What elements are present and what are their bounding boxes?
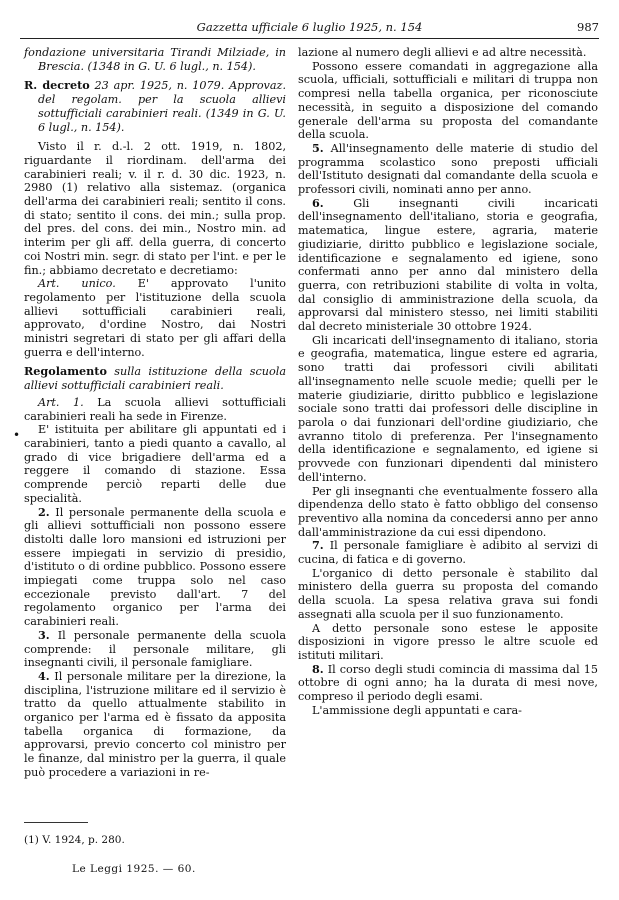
article-6-paragraph-3: Per gli insegnanti che eventualmente fossero alla dipendenza dello stato è fatto obbligo del consenso preventivo alla nomina da concedersi anno per anno dall'amministrazione da cui essi dipendono. — [298, 484, 598, 539]
article-1-paragraph-2: E' istituita per abilitare gli appuntati ed i carabinieri, tanto a piedi quanto a cavallo, al grado di vice brigadiere dell'arma ed a reggere il comando di stazione. Essa comprende perciò reparti delle due specialità. — [24, 423, 286, 505]
article-6-text: Gli insegnanti civili incaricati dell'insegnamento dell'italiano, storia e geografia, matematica, lingue estere, agraria, materie giudiziarie, diritto pubblico e legislazione sociale, identificazione e segnalamento ed igiene, sono confermati anno per anno dal ministero della guerra, con retribuzioni stabilite di volta in volta, dal consiglio di amministrazione della scuola, da approvarsi dal ministero stesso, nei limiti stabiliti dal decreto ministeriale 30 ottobre 1924. — [298, 196, 598, 334]
article-8-text: Il corso degli studi comincia di massima dal 15 ottobre di ogni anno; ha la durata di mesi nove, compreso il periodo degli esami. — [298, 662, 598, 704]
article-1 — [24, 396, 286, 423]
article-1-label: Art. 1. — [38, 395, 84, 409]
article-7-paragraph-2: L'organico di detto personale è stabilito dal ministero della guerra su proposta del comando della scuola. La spesa relativa grava sui fondi assegnati alla scuola per il suo funzionamento. — [298, 566, 598, 621]
page-header — [20, 20, 599, 39]
article-5-label: 5. — [312, 140, 324, 155]
article-8 — [298, 663, 598, 704]
decree-entry-regulation — [24, 79, 286, 134]
article-4-paragraph-2: Possono essere comandati in aggregazione alla scuola, ufficiali, sottufficiali e militari di truppa non compresi nella tabella organica, per riconosciute necessità, in seguito a disposizione del comando generale dell'arma su proposta del comandante della scuola. — [298, 59, 598, 142]
article-3-label: 3. — [38, 627, 50, 642]
decree-label: R. decreto — [24, 78, 90, 93]
article-6 — [298, 197, 598, 334]
article-4-label: 4. — [38, 668, 50, 683]
regulation-heading — [24, 365, 286, 392]
footnote: (1) V. 1924, p. 280. — [24, 834, 125, 846]
page-number: 987 — [577, 20, 599, 34]
page-footer: Le Leggi 1925. — 60. — [72, 863, 196, 875]
article-7-paragraph-3: A detto personale sono estese le apposite disposizioni in vigore presso le altre scuole ed istituti militari. — [298, 621, 598, 662]
article-4 — [24, 670, 286, 780]
article-5-text: All'insegnamento delle materie di studio del programma scolastico sono preposti ufficiali dell'Istituto designati dal comandante della scuola e professori civili, nominati anno per anno. — [298, 141, 598, 197]
footnote-divider — [24, 822, 88, 823]
article-7 — [298, 539, 598, 566]
article-4-continuation: lazione al numero degli allievi e ad altre necessità. — [298, 46, 587, 59]
article-2-text: Il personale permanente della scuola e gli allievi sottufficiali non possono essere distolti dalle loro mansioni ed istruzioni per essere impiegati in servizio di presidio, d'istituto o di ordine pubblico. Possono essere impiegati come truppa solo nel caso eccezionale previsto dall'art. 7 del regolamento organico per l'arma dei carabinieri reali. — [24, 505, 286, 629]
article-2 — [24, 506, 286, 629]
article-8-label: 8. — [312, 661, 324, 676]
article-7-label: 7. — [312, 538, 324, 553]
article-1-text: La scuola allievi sottufficiali carabinieri reali ha sede in Firenze. — [24, 395, 286, 423]
article-unique-text: E' approvato l'unito regolamento per l'istituzione della scuola allievi sottufficiali carabinieri reali, approvato, d'ordine Nostro, dai Nostri ministri segretari di stato per gli affari della guerra e dell'interno. — [24, 277, 286, 359]
regulation-heading-label: Regolamento — [24, 364, 107, 379]
margin-dot: • — [13, 428, 21, 442]
preamble-paragraph: Visto il r. d.-l. 2 ott. 1919, n. 1802, riguardante il riordinam. dell'arma dei carabinieri reali; v. il r. d. 30 dic. 1923, n. 2980 (1) relativo alla sistemaz. (organica dell'arma dei carabinieri reali; sentito il cons. di stato; sentito il cons. dei min.; sulla prop. del pres. del cons. dei min., Nostro min. ad interim per gli aff. della guerra, di concerto coi Nostri min. segr. di stato per l'int. e per le fin.; abbiamo decretato e decretiamo: — [24, 140, 286, 277]
article-unique-label: Art. unico. — [38, 277, 116, 291]
article-3 — [24, 629, 286, 670]
article-6-label: 6. — [312, 195, 324, 210]
article-4-text: Il personale militare per la direzione, la disciplina, l'istruzione militare ed il servizio è tratto da quello attualmente stabilito in organico per l'arma ed è fissato da apposita tabella organica di formazione, da approvarsi, previo concerto col ministro per le finanze, dal ministro per la guerra, il quale può procedere a variazioni in re- — [24, 669, 286, 779]
article-8-paragraph-2: L'ammissione degli appuntati e cara- — [312, 703, 522, 717]
article-3-text: Il personale permanente della scuola comprende: il personale militare, gli insegnanti civili, il personale famigliare. — [24, 628, 286, 670]
article-6-paragraph-2: Gli incaricati dell'insegnamento di italiano, storia e geografia, matematica, lingue estere ed agraria, sono tratti dai professori civili abilitati all'insegnamento nelle scuole medie; quelli per le materie giudiziarie, diritto pubblico e legislazione sociale sono tratti dai professori delle discipline in parola o dai funzionari dell'ordine giudiziario, che avranno titolo di preferenza. Per l'insegnamento della identificazione e segnalamento, ed igiene si provvede con funzionari dipendenti dal ministero dell'interno. — [298, 333, 598, 484]
decree-title: 23 apr. 1925, n. 1079. Approvaz. del regolam. per la scuola allievi sottufficiali carabinieri reali. (1349 in G. U. 6 lugl., n. 154). — [38, 79, 287, 134]
article-5 — [298, 142, 598, 197]
article-2-label: 2. — [38, 504, 50, 519]
regulation-heading-text: sulla istituzione della scuola allievi sottufficiali carabinieri reali. — [24, 365, 286, 393]
right-column — [298, 46, 598, 717]
left-column — [24, 46, 286, 780]
article-unique — [24, 277, 286, 359]
decree-entry-foundation: fondazione universitaria Tirandi Milziade, in Brescia. (1348 in G. U. 6 lugl., n. 154). — [24, 46, 286, 73]
running-title: Gazzetta ufficiale 6 luglio 1925, n. 154 — [196, 20, 423, 34]
article-7-text: Il personale famigliare è adibito al servizi di cucina, di fatica e di governo. — [298, 539, 598, 567]
